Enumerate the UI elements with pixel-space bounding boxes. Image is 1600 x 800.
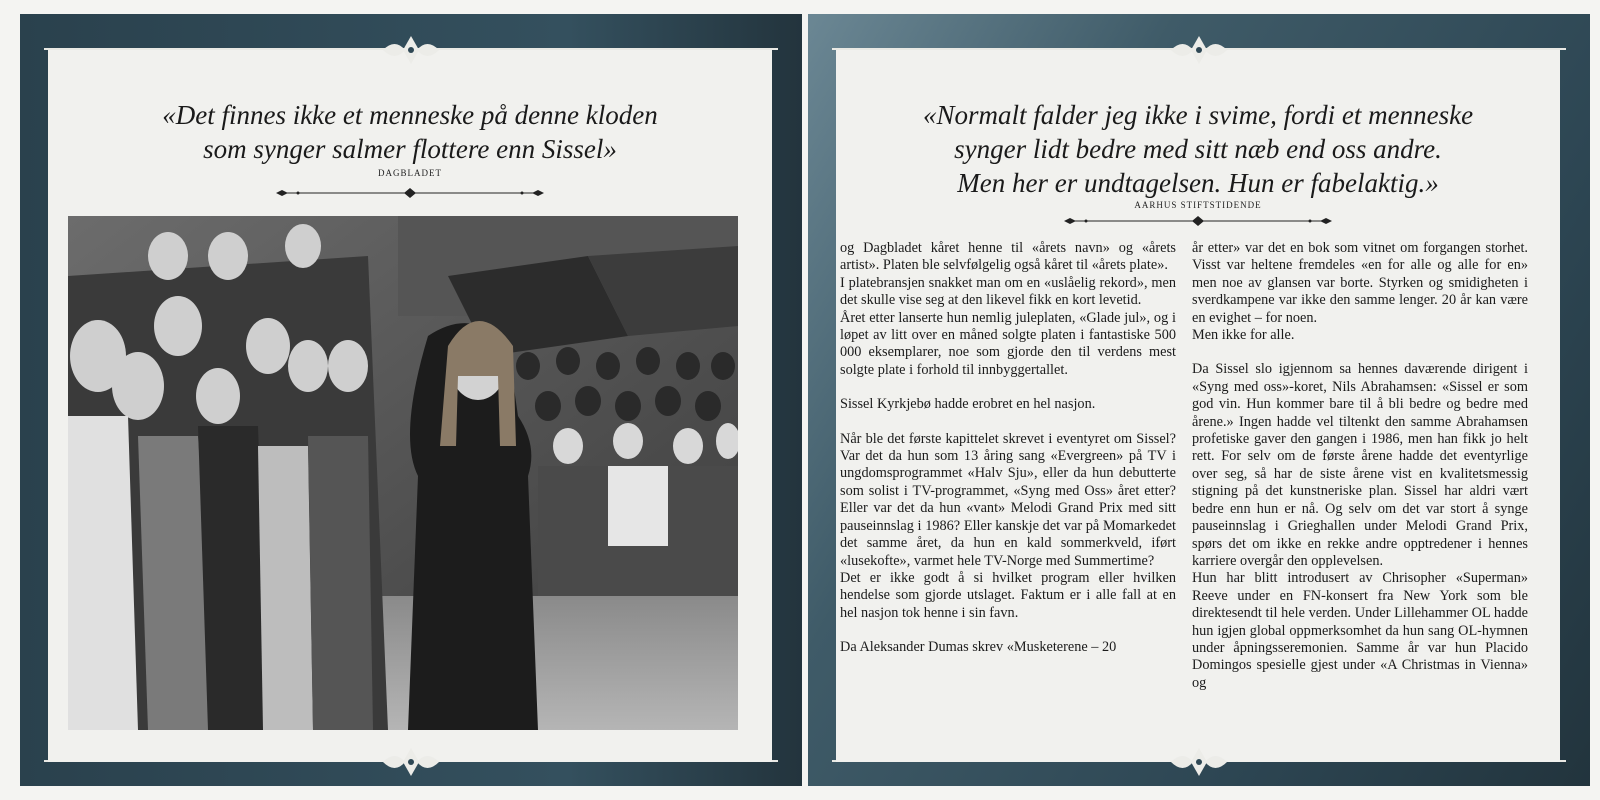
paragraph: Sissel Kyrkjebø hadde erobret en hel nasjon. bbox=[840, 396, 1096, 413]
paragraph: og Dagbladet kåret henne til «årets navn» og «årets artist». Platen ble selvfølgelig også kåret til «årets plate». bbox=[840, 240, 1176, 274]
paragraph: Da Sissel slo igjennom sa hennes daværende dirigent i «Syng med oss»-koret, Nils Abrahamsen: «Sissel er som god vin. Hun kommer bare til å bli bedre og bedre med årene.» Ingen hadde vel tiltenkt den samme Abrahamsen profetiske gaver den gangen i 1986, men han fikk jo helt rett. For selv om de første årene hadde det eventyrlige over seg, så har de siste årene vist en kvalitetsmessig stigning på det kunstneriske plan. Sissel har aldri vært bedre enn hun er nå. Og selv om det var stort å synge pauseinnslag i Grieghallen under Melodi Grand Prix, spørs det om ikke en rekke andre opptredener i hennes karriere overgår den opplevelsen. bbox=[1192, 361, 1528, 569]
top-ornament-icon bbox=[1167, 32, 1231, 68]
right-quote bbox=[836, 98, 1560, 200]
left-quote-line-2: som synger salmer flottere enn Sissel» bbox=[203, 134, 617, 164]
left-quote bbox=[48, 98, 772, 166]
right-quote-source: AARHUS STIFTSTIDENDE bbox=[1134, 200, 1262, 210]
left-page-panel bbox=[48, 50, 772, 762]
right-page-panel bbox=[836, 50, 1560, 762]
paragraph: Når ble det første kapittelet skrevet i eventyret om Sissel? Var det da hun som 13 åring sang «Evergreen» på TV i ungdomsprogrammet «Halv Sju», eller da hun debutterte som solist i TV-programmet, «Syng med Oss» året etter? Eller var det da hun «vant» Melodi Grand Prix med sitt pauseinnslag i 1986? Eller kanskje det var på Momarkedet det samme året, da hun en kald sommerkveld, iført «lusekofte», varmet hele TV-Norge med Summertime? bbox=[840, 430, 1176, 569]
right-quote-line-1: «Normalt falder jeg ikke i svime, fordi et menneske bbox=[922, 100, 1474, 130]
right-quote-line-3: Men her er undtagelsen. Hun er fabelaktig.» bbox=[957, 168, 1439, 198]
left-quote-source: DAGBLADET bbox=[378, 168, 442, 178]
paragraph: år etter» var det en bok som vitnet om forgangen storhet. Visst var heltene fremdeles «en for alle og alle for en» men noe av glansen var borte. Styrken og smidigheten i sverdkampene var ikke den samme lenger. 20 år kan være en evighet – for noen. bbox=[1192, 240, 1528, 326]
paragraph: Året etter lanserte hun nemlig juleplaten, «Glade jul», og i løpet av litt over en måned solgte platen i fantastiske 500 000 eksemplarer, noe som gjorde den til verdens mest solgte plate i forhold til innbyggertallet. bbox=[840, 309, 1176, 378]
paragraph: Da Aleksander Dumas skrev «Musketerene – 20 bbox=[840, 639, 1117, 656]
paragraph: Det er ikke godt å si hvilket program eller hvilken hendelse som gjorde utslaget. Faktum er i alle fall at en hel nasjon tok henne i sin favn. bbox=[840, 569, 1176, 621]
top-ornament-icon bbox=[379, 32, 443, 68]
bottom-ornament-icon bbox=[379, 744, 443, 780]
left-quote-line-1: «Det finnes ikke et menneske på denne kloden bbox=[162, 100, 658, 130]
paragraph: I platebransjen snakket man om en «uslåelig rekord», men det skulle vise seg at den likevel fikk en kort levetid. bbox=[840, 274, 1176, 309]
paragraph: Men ikke for alle. bbox=[1192, 327, 1295, 344]
flourish-divider-icon bbox=[274, 186, 546, 200]
text-column-1 bbox=[840, 240, 1176, 657]
text-column-2 bbox=[1192, 240, 1528, 692]
right-page bbox=[808, 14, 1590, 786]
left-page bbox=[20, 14, 802, 786]
paragraph: Hun har blitt introdusert av Chrisopher «Superman» Reeve under en FN-konsert fra New York som ble direktesendt til hele verden. Under Lillehammer OL hadde hun igjen global oppmerksomhet da hun sang OL-hymnen under åpningsseremonien. Samme år var hun Placido Domingos spesielle gjest under «A Christmas in Vienna» og bbox=[1192, 570, 1528, 691]
bottom-ornament-icon bbox=[1167, 744, 1231, 780]
right-quote-line-2: synger lidt bedre med sitt næb end oss andre. bbox=[954, 134, 1442, 164]
choir-photo bbox=[68, 216, 738, 730]
flourish-divider-icon bbox=[1062, 214, 1334, 228]
